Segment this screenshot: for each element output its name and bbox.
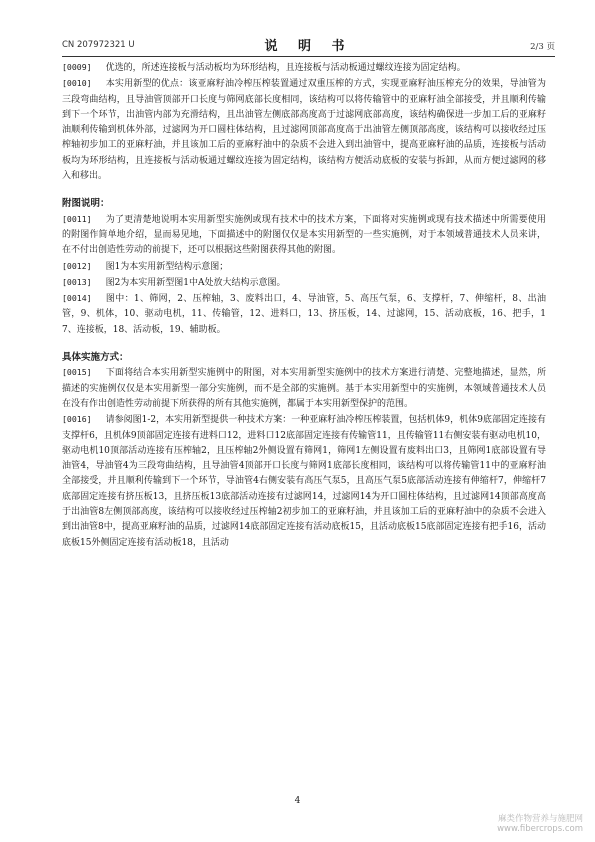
patent-number: CN 207972321 U bbox=[62, 40, 135, 50]
site-watermark bbox=[497, 812, 583, 834]
paragraph-number: [0010] bbox=[62, 78, 92, 89]
paragraph-0014 bbox=[62, 291, 546, 338]
paragraph-0016 bbox=[62, 412, 546, 551]
paragraph-text: 为了更清楚地说明本实用新型实施例或现有技术中的技术方案，下面将对实施例或现有技术描述中所需要使用的附图作简单地介绍，显而易见地，下面描述中的附图仅仅是本实用新型的一些实施例，对于本领域普通技术人员来讲，在不付出创造性劳动的前提下，还可以根据这些附图获得其他的附图。 bbox=[62, 214, 546, 256]
paragraph-0013 bbox=[62, 275, 546, 291]
paragraph-text: 本实用新型的优点：该亚麻籽油冷榨压榨装置通过双重压榨的方式，实现亚麻籽油压榨充分的效果，导油管为三段弯曲结构，且导油管顶部开口长度与筛网底部长度相同，该结构可以将传输管中的亚麻籽油全部接受，并且顺利传输到下一个环节，出油管内部为充滑结构，且出油管左侧底部高度高于过滤网底部高度，该结构确保进一步加工后的亚麻籽油顺利传输到机体外部，过滤网为开口圆柱体结构，且过滤网顶部高度高于出油管左侧顶部高度，该结构可以接收经过压榨轴初步加工的亚麻籽油，并且该加工后的亚麻籽油中的杂质不会进入到出油管中，提高亚麻籽油的品质，连接板与活动板均为环形结构，且连接板与活动板通过螺纹连接为固定结构，该结构方便活动底板的安装与拆卸，从而方便过滤网的移入和移出。 bbox=[62, 79, 546, 182]
paragraph-text: 请参阅图1-2，本实用新型提供一种技术方案：一种亚麻籽油冷榨压榨装置，包括机体9，机体9底部固定连接有支撑杆6，且机体9顶部固定连接有进料口12，进料口12底部固定连接有传输管11，且传输管11右侧安装有驱动电机10，驱动电机10顶部活动连接有压榨轴2，且压榨轴2外侧设置有筛网1，筛网1左侧设置有废料出口3，且筛网1底部设置有导油管4，导油管4为三段弯曲结构，且导油管4顶部开口长度与筛网1底部长度相同，该结构可以将传输管11中的亚麻籽油全部接受，并且顺利传输到下一个环节，导油管4右侧安装有高压气泵5，且高压气泵5底部活动连接有伸缩杆7，伸缩杆7底部固定连接有挤压板13，且挤压板13底部活动连接有过滤网14，过滤网14为开口圆柱体结构，且过滤网14顶部高度高于出油管8左侧顶部高度，该结构可以接收经过压榨轴2初步加工的亚麻籽油，并且该加工后的亚麻籽油中的杂质不会进入到出油管8中，提高亚麻籽油的品质，过滤网14底部固定连接有活动底板15，且活动底板15底部固定连接有把手16，活动底板15外侧固定连接有活动板18，且活动 bbox=[62, 415, 546, 548]
page-header bbox=[62, 34, 555, 57]
paragraph-0015 bbox=[62, 365, 546, 412]
paragraph-text: 图1为本实用新型结构示意图； bbox=[105, 261, 229, 272]
paragraph-text: 优选的，所述连接板与活动板均为环形结构，且连接板与活动板通过螺纹连接为固定结构。 bbox=[105, 63, 466, 73]
watermark-text: 麻类作物营养与施肥网 www.fibercrops.com bbox=[497, 814, 583, 834]
paragraph-number: [0013] bbox=[62, 276, 92, 287]
paragraph-number: [0015] bbox=[62, 367, 92, 378]
paragraph-0011 bbox=[62, 212, 546, 259]
paragraph-number: [0016] bbox=[62, 414, 92, 425]
paragraph-number: [0009] bbox=[62, 62, 92, 72]
paragraph-0010 bbox=[62, 76, 546, 184]
paragraph-0009 bbox=[62, 60, 546, 76]
document-body bbox=[62, 60, 546, 551]
page-number: 4 bbox=[294, 796, 301, 806]
page-count: 2/3 页 bbox=[530, 42, 555, 52]
paragraph-text: 图2为本实用新型图1中A处放大结构示意图。 bbox=[105, 277, 286, 288]
paragraph-number: [0014] bbox=[62, 293, 92, 304]
document-title: 说 明 书 bbox=[264, 39, 353, 54]
paragraph-number: [0011] bbox=[62, 213, 92, 224]
paragraph-text: 图中：1、筛网，2、压榨轴，3、废料出口，4、导油管，5、高压气泵，6、支撑杆，7、伸缩杆，8、出油管，9、机体，10、驱动电机，11、传输管，12、进料口，13、挤压板，14、过滤网，15、活动底板，16、把手，17、连接板，18、活动板，19、辅助板。 bbox=[62, 294, 546, 335]
section-title-embodiments: 具体实施方式： bbox=[62, 352, 129, 364]
paragraph-number: [0012] bbox=[62, 260, 92, 271]
paragraph-0012 bbox=[62, 259, 546, 275]
paragraph-text: 下面将结合本实用新型实施例中的附图，对本实用新型实施例中的技术方案进行清楚、完整地描述，显然，所描述的实施例仅仅是本实用新型一部分实施例，而不是全部的实施例。基于本实用新型中的实施例，本领域普通技术人员在没有作出创造性劳动前提下所获得的所有其他实施例，都属于本实用新型保护的范围。 bbox=[62, 368, 546, 409]
section-title-drawings: 附图说明： bbox=[62, 198, 110, 210]
